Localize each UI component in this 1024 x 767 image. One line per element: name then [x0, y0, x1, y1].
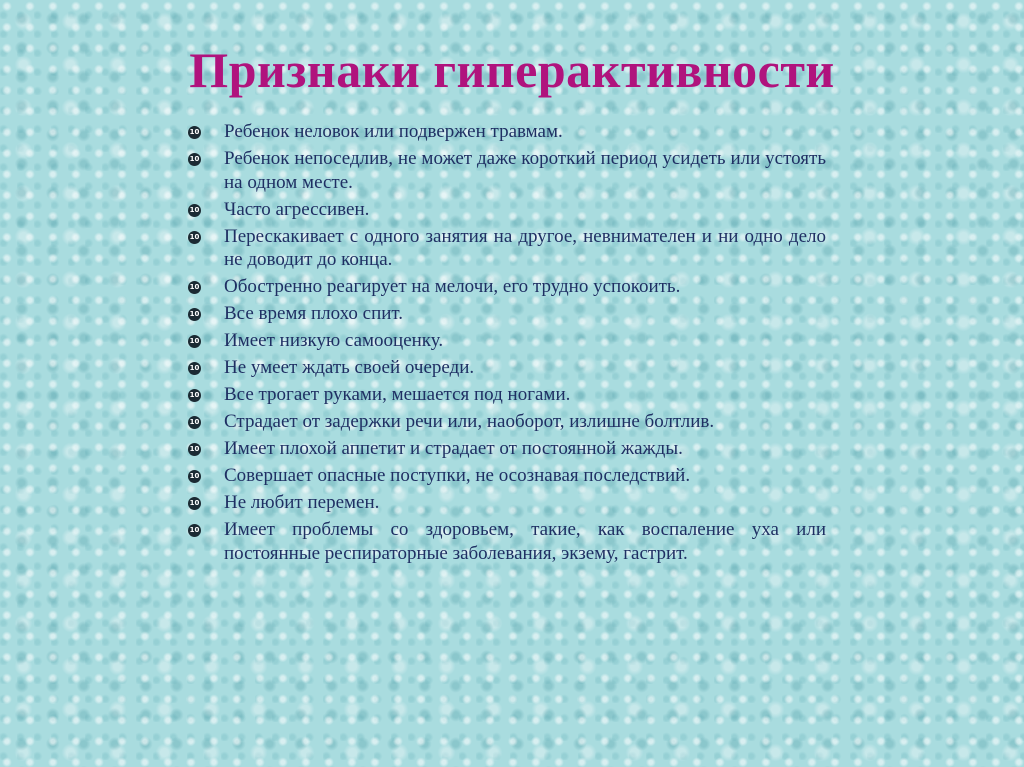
list-item	[188, 437, 826, 461]
circled-number-10-icon: 10	[188, 231, 201, 244]
circled-number-10-icon: 10	[188, 497, 201, 510]
circled-number-10-icon: 10	[188, 204, 201, 217]
bullet-text: Имеет плохой аппетит и страдает от постоянной жажды.	[224, 438, 683, 459]
circled-number-10-icon: 10	[188, 308, 201, 321]
bullet-text: Ребенок неловок или подвержен травмам.	[224, 121, 563, 142]
bullet-text: Совершает опасные поступки, не осознавая последствий.	[224, 465, 691, 486]
circled-number-10-icon: 10	[188, 524, 201, 537]
list-item	[188, 225, 826, 272]
bullet-text: Страдает от задержки речи или, наоборот, излишне болтлив.	[224, 411, 715, 432]
list-item	[188, 383, 826, 407]
circled-number-10-icon: 10	[188, 443, 201, 456]
list-item	[188, 275, 826, 299]
bullet-text: Не умеет ждать своей очереди.	[224, 357, 475, 378]
circled-number-10-icon: 10	[188, 470, 201, 483]
bullet-text: Ребенок непоседлив, не может даже короткий период усидеть или устоять на одном месте.	[224, 148, 826, 193]
list-item	[188, 356, 826, 380]
bullet-text: Перескакивает с одного занятия на другое, невнимателен и ни одно дело не доводит до конца.	[224, 225, 826, 270]
list-item	[188, 302, 826, 326]
bullet-list	[188, 120, 826, 569]
bullet-text: Имеет проблемы со здоровьем, такие, как воспаление уха или постоянные респираторные заболевания, экзему, гастрит.	[224, 519, 826, 564]
bullet-text: Имеет низкую самооценку.	[224, 330, 444, 351]
list-item	[188, 410, 826, 434]
circled-number-10-icon: 10	[188, 281, 201, 294]
circled-number-10-icon: 10	[188, 335, 201, 348]
circled-number-10-icon: 10	[188, 389, 201, 402]
circled-number-10-icon: 10	[188, 153, 201, 166]
bullet-text: Все трогает руками, мешается под ногами.	[224, 384, 571, 405]
list-item	[188, 147, 826, 194]
circled-number-10-icon: 10	[188, 416, 201, 429]
slide-title: Признаки гиперактивности	[189, 42, 835, 98]
list-item	[188, 120, 826, 144]
bullet-text: Обостренно реагирует на мелочи, его трудно успокоить.	[224, 276, 681, 297]
list-item	[188, 518, 826, 565]
list-item	[188, 329, 826, 353]
list-item	[188, 198, 826, 222]
bullet-text: Все время плохо спит.	[224, 303, 404, 324]
list-item	[188, 464, 826, 488]
bullet-text: Часто агрессивен.	[224, 198, 370, 220]
bullet-text: Не любит перемен.	[224, 492, 380, 513]
circled-number-10-icon: 10	[188, 362, 201, 375]
list-item	[188, 491, 826, 515]
circled-number-10-icon: 10	[188, 126, 201, 139]
